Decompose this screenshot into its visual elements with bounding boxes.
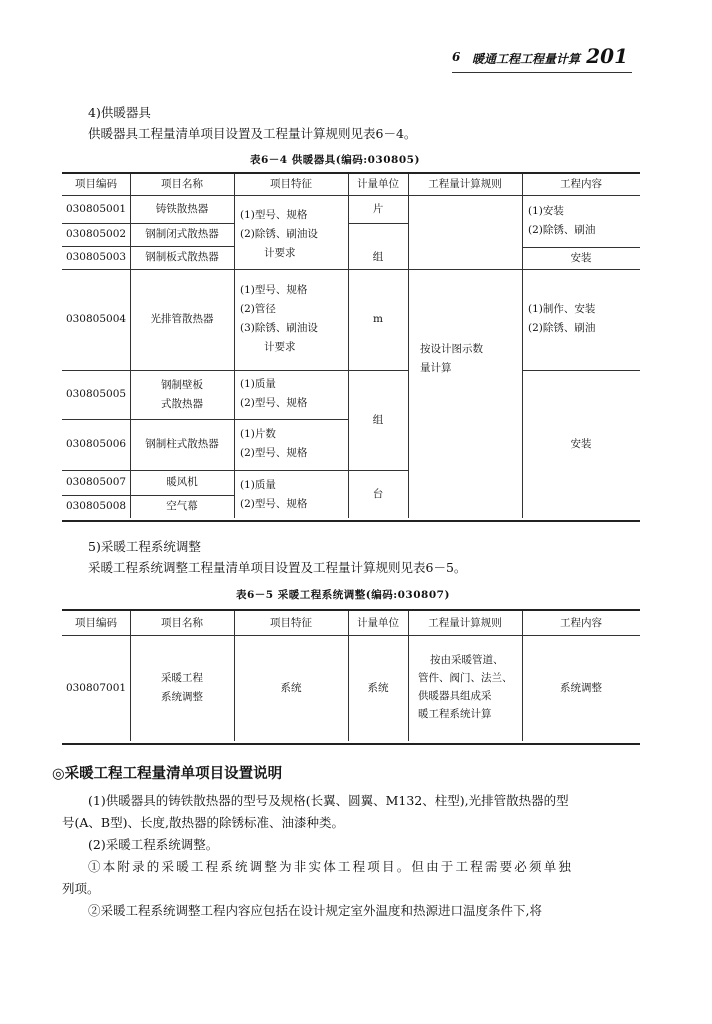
rule-line: 按由采暖管道、 [430, 654, 504, 666]
feature-cell: 系统 [280, 681, 302, 694]
table-cell-name: 空气幕 [166, 500, 198, 512]
feature-line: (1)片数 [240, 428, 276, 440]
rule-line: 供暖器具组成采 [418, 690, 492, 702]
subsection-heading-4: 4)供暖器具 [88, 105, 151, 120]
col-header-work: 工程内容 [560, 616, 602, 629]
table-cell-name: 铸铁散热器 [155, 202, 209, 215]
feature-line: (2)型号、规格 [240, 498, 308, 510]
subsection-heading-5: 5)采暖工程系统调整 [88, 539, 201, 554]
table-cell-name: 暖风机 [166, 476, 198, 488]
unit-cell: m [373, 313, 383, 325]
table-cell-code: 030805001 [65, 202, 127, 215]
running-header [452, 44, 632, 73]
table-cell-code: 030805007 [65, 476, 127, 488]
rule-cell [420, 340, 520, 378]
name-line: 系统调整 [161, 691, 203, 703]
table-cell-code: 030805005 [65, 388, 127, 400]
table-caption-6-5: 表6－5 采暖工程系统调整(编码:030807) [236, 589, 450, 601]
paragraph-1-line-2: 号(A、B型)、长度,散热器的除锈标准、油漆种类。 [62, 815, 344, 830]
name-line: 采暖工程 [161, 672, 203, 684]
work-cell-4: 安装 [570, 437, 592, 450]
table-cell-code: 030805002 [65, 228, 127, 240]
col-header-code: 项目编码 [75, 178, 117, 190]
col-header-name: 项目名称 [161, 178, 203, 190]
work-line: (2)除锈、刷油 [528, 322, 596, 334]
unit-cell: 台 [372, 487, 384, 500]
page-number: 201 [586, 44, 628, 68]
subsection-intro-4: 供暖器具工程量清单项目设置及工程量计算规则见表6－4。 [88, 126, 417, 141]
table-cell-name [130, 635, 234, 741]
feature-cell-1 [240, 206, 348, 263]
col-header-unit: 计量单位 [357, 616, 399, 629]
table-cell-name: 光排管散热器 [150, 313, 214, 325]
table-6-5 [62, 609, 640, 745]
feature-line: (1)型号、规格 [240, 284, 308, 296]
chapter-title: 暖通工程工程量计算 [472, 52, 581, 66]
table-cell-code: 030807001 [65, 681, 127, 694]
paragraph-1-line-1: (1)供暖器具的铸铁散热器的型号及规格(长翼、圆翼、M132、柱型),光排管散热器的型 [88, 793, 569, 808]
work-line: (1)安装 [528, 205, 564, 217]
rule-cell [418, 651, 522, 723]
chapter-number: 6 [452, 50, 461, 64]
work-line: (2)除锈、刷油 [528, 224, 596, 236]
feature-line: (2)型号、规格 [240, 397, 308, 409]
paragraph-3-line-2: 列项。 [62, 881, 100, 896]
col-header-feature: 项目特征 [270, 616, 312, 629]
feature-line: (1)质量 [240, 378, 276, 390]
feature-line: 计要求 [264, 341, 296, 353]
paragraph-2: (2)采暖工程系统调整。 [88, 837, 219, 852]
col-header-feature: 项目特征 [270, 178, 312, 190]
feature-line: 计要求 [264, 247, 296, 259]
table-cell-name: 钢制柱式散热器 [145, 438, 219, 450]
table-cell-code: 030805008 [65, 500, 127, 512]
table-6-4 [62, 172, 640, 522]
col-header-unit: 计量单位 [357, 178, 399, 190]
feature-line: (1)质量 [240, 479, 276, 491]
table-cell-name: 钢制板式散热器 [145, 251, 219, 263]
work-cell-2: 安装 [570, 251, 592, 264]
table-caption-6-4: 表6－4 供暖器具(编码:030805) [250, 154, 420, 166]
unit-cell: 组 [372, 251, 384, 263]
rule-line: 量计算 [420, 362, 452, 374]
rule-line: 按设计图示数 [420, 343, 483, 355]
section-title: ◎采暖工程工程量清单项目设置说明 [52, 766, 283, 782]
work-cell-3 [528, 300, 638, 338]
work-cell: 系统调整 [560, 681, 602, 694]
work-cell-1 [528, 202, 638, 240]
feature-line: (3)除锈、刷油设 [240, 322, 318, 334]
table-cell-code: 030805003 [65, 251, 127, 263]
feature-cell-3 [240, 375, 348, 413]
name-line: 钢制壁板 [161, 378, 203, 391]
col-header-work: 工程内容 [560, 178, 602, 190]
table-cell-name [130, 370, 234, 419]
table-cell-code: 030805004 [65, 313, 127, 325]
unit-cell: 系统 [367, 681, 389, 694]
feature-line: (2)型号、规格 [240, 447, 308, 459]
rule-line: 管件、阀门、法兰、 [418, 672, 513, 684]
col-header-name: 项目名称 [161, 616, 203, 629]
col-header-rule: 工程量计算规则 [428, 178, 502, 190]
table-cell-code: 030805006 [65, 438, 127, 450]
subsection-intro-5: 采暖工程系统调整工程量清单项目设置及工程量计算规则见表6－5。 [88, 560, 467, 575]
name-line: 式散热器 [161, 397, 203, 410]
col-header-rule: 工程量计算规则 [428, 616, 502, 629]
table-cell-name: 钢制闭式散热器 [145, 228, 219, 240]
work-line: (1)制作、安装 [528, 303, 596, 315]
feature-line: (2)除锈、刷油设 [240, 228, 318, 240]
feature-cell-4 [240, 425, 348, 463]
feature-cell-5 [240, 476, 348, 514]
paragraph-4-line-1: ②采暖工程系统调整工程内容应包括在设计规定室外温度和热源进口温度条件下,将 [88, 903, 542, 918]
col-header-code: 项目编码 [75, 616, 117, 629]
rule-line: 暖工程系统计算 [418, 708, 492, 720]
unit-cell: 组 [372, 413, 384, 426]
feature-line: (2)管径 [240, 303, 276, 315]
feature-line: (1)型号、规格 [240, 209, 308, 221]
unit-cell: 片 [372, 202, 384, 215]
feature-cell-2 [240, 281, 348, 357]
paragraph-3-line-1: ①本附录的采暖工程系统调整为非实体工程项目。但由于工程需要必须单独 [88, 859, 574, 874]
